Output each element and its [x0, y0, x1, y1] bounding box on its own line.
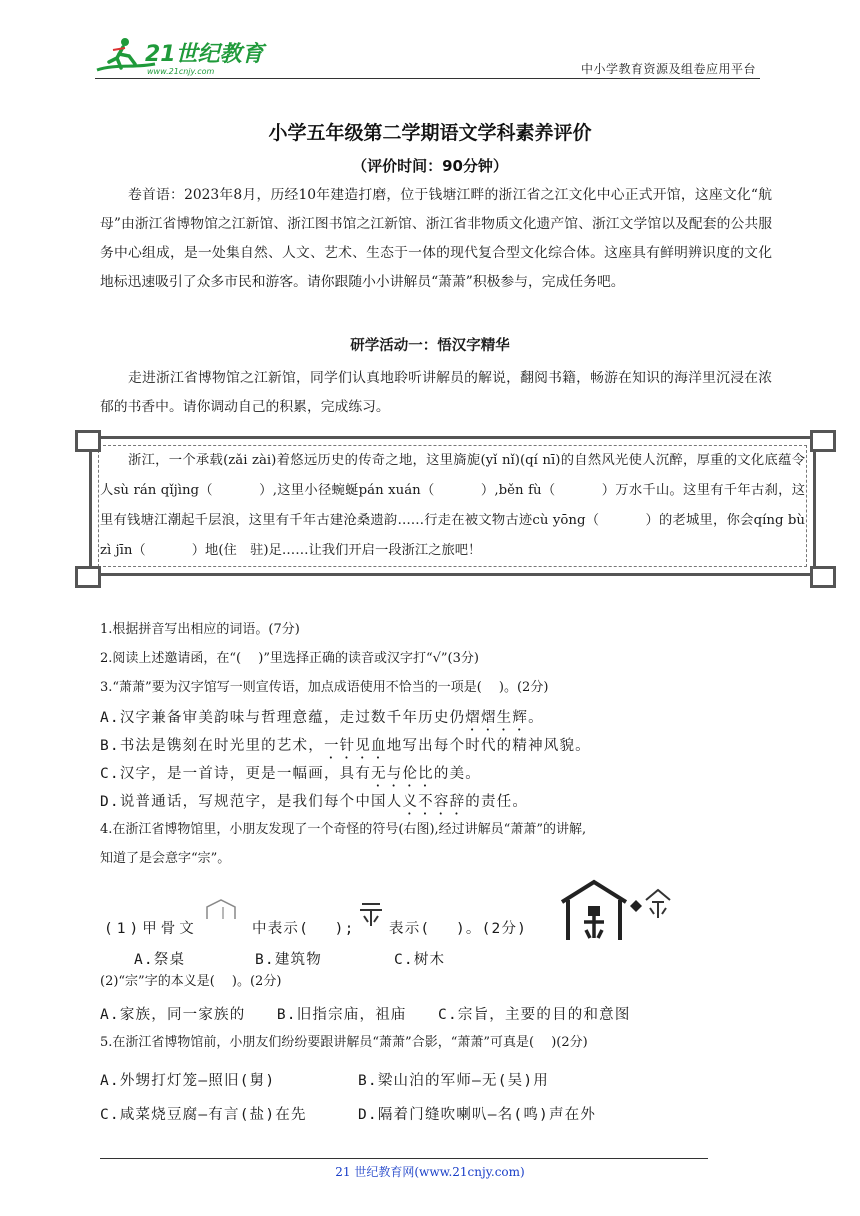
option-c[interactable]: C.咸菜烧豆腐—有言(盐)在先: [100, 1107, 307, 1123]
site-logo[interactable]: [95, 34, 275, 78]
corner-ornament: [810, 566, 830, 582]
invitation-box: [75, 433, 830, 579]
question-4-2: (2)“宗”字的本义是( )。(2分): [100, 974, 282, 989]
footer-divider: [100, 1158, 708, 1159]
section-title: 研学活动一：悟汉字精华: [350, 338, 510, 354]
option-d[interactable]: D.隔着门缝吹喇叭—名(鸣)声在外: [358, 1107, 597, 1123]
platform-name: 中小学教育资源及组卷应用平台: [580, 62, 756, 76]
section-description: 走进浙江省博物馆之江新馆，同学们认真地聆听讲解员的解说，翻阅书籍，畅游在知识的海洋里沉浸在浓郁的书香中。请你调动自己的积累，完成练习。: [100, 370, 772, 415]
question-1: 1.根据拼音写出相应的词语。(7分): [100, 622, 300, 637]
corner-ornament: [75, 430, 95, 446]
question-5-options-row1: [100, 1069, 660, 1091]
question-4-line2: 知道了是会意字“宗”。: [100, 851, 231, 866]
page-header: [95, 34, 760, 82]
question-4-1-part2: 中表示( );: [252, 921, 355, 937]
logo-runner-icon: [95, 34, 275, 78]
option-d[interactable]: D.说普通话，写规范字，是我们每个中国人义不容辞的责任。: [100, 794, 529, 810]
option-b[interactable]: B.建筑物: [255, 952, 322, 968]
intro-paragraph: 卷首语：2023年8月，历经10年建造打磨，位于钱塘江畔的浙江省之江文化中心正式开馆，这座文化“航母”由浙江省博物馆之江新馆、浙江图书馆之江新馆、浙江省非物质文化遗产馆、浙江文学馆以及配套的公共服务中心组成，是一处集自然、人文、艺术、生态于一体的现代复合型文化综合体。这座具有鲜明辨识度的文化地标迅速吸引了众多市民和游客。请你跟随小小讲解员“萧萧”积极参与，完成任务吧。: [100, 187, 772, 290]
oracle-roof-icon: [203, 897, 239, 921]
exam-time: （评价时间：90分钟）: [352, 157, 508, 175]
oracle-altar-icon: [358, 898, 386, 930]
invitation-text: 浙江，一个承载(zǎi zài)着悠远历史的传奇之地，这里旖旎(yǐ nǐ)(qí nī)的自然风光使人沉醉，厚重的文化底蕴令人sù rán qǐjìng（ ）,这里小径蜿蜒pán xuán（ ）,běn fù（ ）万水千山。这里有千年古刹，这里有钱塘江潮起千层浪，这里有千年古建沧桑遗韵……行走在被文物古迹cù yōng（ ）的老城里，你会qíng bù zì jīn（ ）地(住 驻)足……让我们开启一段浙江之旅吧！: [100, 453, 805, 558]
option-a[interactable]: A.汉字兼备审美韵味与哲理意蕴，走过数千年历史仍熠熠生辉。: [100, 710, 544, 726]
question-5-options-row2: [100, 1103, 660, 1125]
question-2: 2.阅读上述邀请函，在“( )”里选择正确的读音或汉字打“√”(3分): [100, 651, 479, 666]
option-a[interactable]: A.祭桌: [134, 952, 186, 968]
option-b[interactable]: B.书法是镌刻在时光里的艺术，一针见血地写出每个时代的精神风貌。: [100, 738, 591, 754]
header-divider: [95, 78, 760, 79]
option-c[interactable]: C.树木: [394, 952, 446, 968]
question-4-1-options: [100, 948, 660, 970]
question-4-1-label: (1)甲骨文: [104, 921, 198, 937]
zong-character-icon: [560, 872, 672, 944]
option-c[interactable]: C.汉字，是一首诗，更是一幅画，具有无与伦比的美。: [100, 766, 481, 782]
option-a[interactable]: A.外甥打灯笼—照旧(舅): [100, 1073, 276, 1089]
question-3: 3.“萧萧”要为汉字馆写一则宣传语，加点成语使用不恰当的一项是( )。(2分): [100, 680, 549, 695]
question-5: 5.在浙江省博物馆前，小朋友们纷纷要跟讲解员“萧萧”合影，“萧萧”可真是( )(2分): [100, 1035, 588, 1050]
corner-ornament: [810, 430, 830, 446]
question-4-1-part3: 表示( )。(2分): [389, 921, 528, 937]
page-title: 小学五年级第二学期语文学科素养评价: [268, 122, 592, 144]
question-4-2-options[interactable]: A.家族，同一家族的 B.旧指宗庙，祖庙 C.宗旨，主要的目的和意图: [100, 1007, 631, 1023]
svg-text:21世纪教育: 21世纪教育: [145, 42, 264, 67]
svg-text:www.21cnjy.com: www.21cnjy.com: [147, 67, 215, 76]
question-4: 4.在浙江省博物馆里，小朋友发现了一个奇怪的符号(右图),经过讲解员“萧萧”的讲解,: [100, 822, 587, 837]
option-b[interactable]: B.梁山泊的军师—无(吴)用: [358, 1073, 549, 1089]
footer-link[interactable]: 21 世纪教育网(www.21cnjy.com): [335, 1165, 525, 1179]
corner-ornament: [75, 566, 95, 582]
